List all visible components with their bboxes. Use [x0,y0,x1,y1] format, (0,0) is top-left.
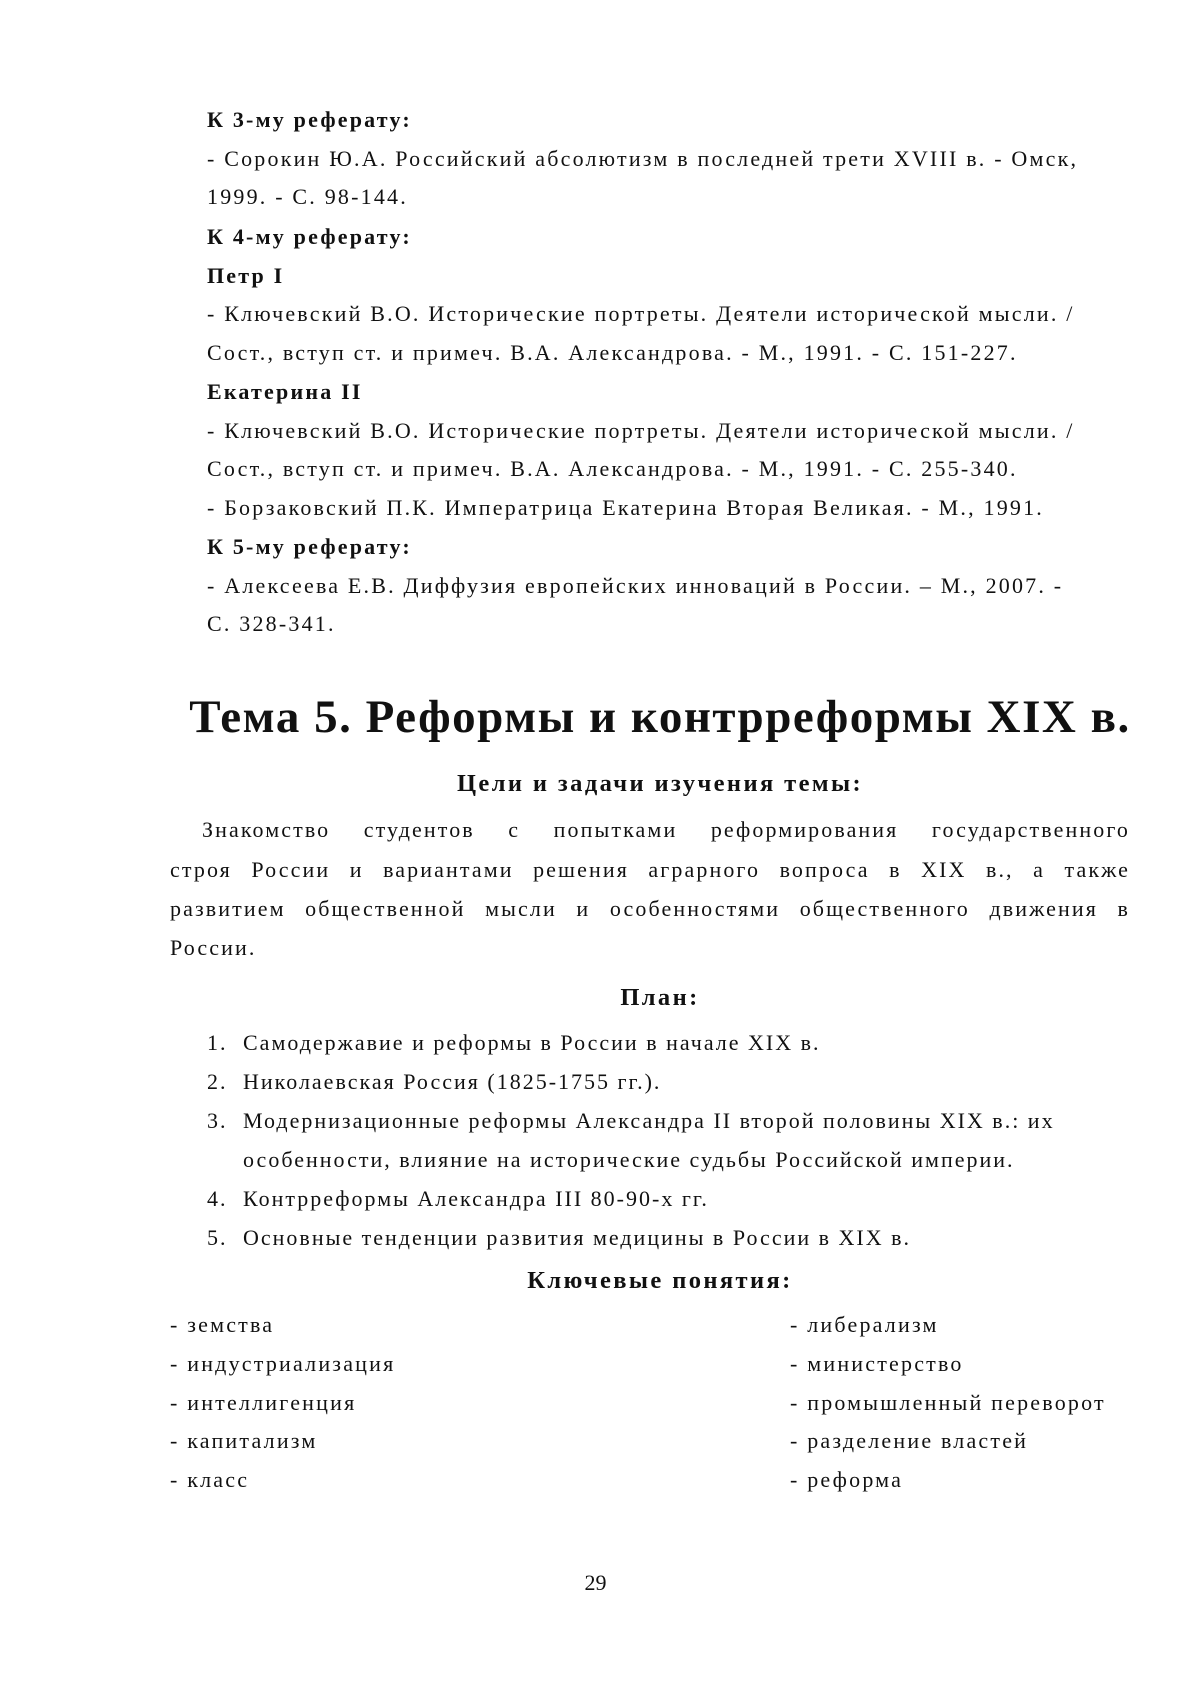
plan-item-text: Модернизационные реформы Александра II второй половины XIX в.: их [243,1108,1055,1133]
concept-term: - министерство [790,1351,964,1376]
bib-line: - Ключевский В.О. Исторические портреты. Деятели исторической мысли. / [207,301,1075,326]
plan-item-number: 3. [207,1108,228,1133]
bib-line: 1999. - С. 98-144. [207,184,408,209]
plan-item-text: Николаевская Россия (1825-1755 гг.). [243,1069,662,1094]
bib-line: - Борзаковский П.К. Императрица Екатерина Вторая Великая. - М., 1991. [207,495,1044,520]
plan-item [207,1225,911,1251]
concept-term: - класс [170,1467,250,1492]
goals-heading: Цели и задачи изучения темы: [456,770,864,797]
bib-subheading-catherine: Екатерина II [207,379,363,404]
goals-paragraph-line: Знакомство студентов с попытками реформирования государственного [202,817,1130,842]
plan-item [207,1069,661,1095]
bib-heading-ref4: К 4-му реферату: [207,224,412,249]
plan-item [207,1186,709,1212]
plan-item-number: 5. [207,1225,228,1250]
bib-line: - Сорокин Ю.А. Российский абсолютизм в последней трети XVIII в. - Омск, [207,146,1079,171]
concept-term: - капитализм [170,1428,318,1453]
bib-subheading-peter: Петр I [207,263,285,288]
plan-item-number: 1. [207,1030,228,1055]
plan-item-continuation: особенности, влияние на исторические судьбы Российской империи. [243,1147,1015,1172]
plan-item-text: Контрреформы Александра III 80-90-х гг. [243,1186,709,1211]
plan-item-number: 4. [207,1186,228,1211]
concept-term: - промышленный переворот [790,1390,1106,1415]
goals-paragraph-line: развитием общественной мысли и особенностями общественного движения в [170,896,1130,921]
goals-paragraph-line: строя России и вариантами решения аграрного вопроса в XIX в., а также [170,857,1130,882]
goals-paragraph-line: России. [170,935,257,960]
concept-term: - земства [170,1312,275,1337]
plan-item-text: Самодержавие и реформы в России в начале XIX в. [243,1030,821,1055]
concept-term: - разделение властей [790,1428,1029,1453]
plan-item [207,1108,1055,1134]
bib-line: - Алексеева Е.В. Диффузия европейских инноваций в России. – М., 2007. - [207,573,1064,598]
concept-term: - индустриализация [170,1351,396,1376]
plan-heading: План: [620,984,700,1011]
bib-line: С. 328-341. [207,611,336,636]
bib-line: - Ключевский В.О. Исторические портреты. Деятели исторической мысли. / [207,418,1075,443]
page-number: 29 [584,1570,607,1595]
plan-item [207,1030,821,1056]
topic-title: Тема 5. Реформы и контрреформы XIX в. [189,691,1131,743]
bib-line: Сост., вступ ст. и примеч. В.А. Александрова. - М., 1991. - С. 151-227. [207,340,1018,365]
bib-line: Сост., вступ ст. и примеч. В.А. Александрова. - М., 1991. - С. 255-340. [207,456,1018,481]
plan-item-text: Основные тенденции развития медицины в России в XIX в. [243,1225,912,1250]
plan-item-number: 2. [207,1069,228,1094]
bib-heading-ref3: К 3-му реферату: [207,107,412,132]
concept-term: - реформа [790,1467,904,1492]
concept-term: - интеллигенция [170,1390,357,1415]
concept-term: - либерализм [790,1312,939,1337]
bib-heading-ref5: К 5-му реферату: [207,534,412,559]
concepts-heading: Ключевые понятия: [527,1267,793,1294]
